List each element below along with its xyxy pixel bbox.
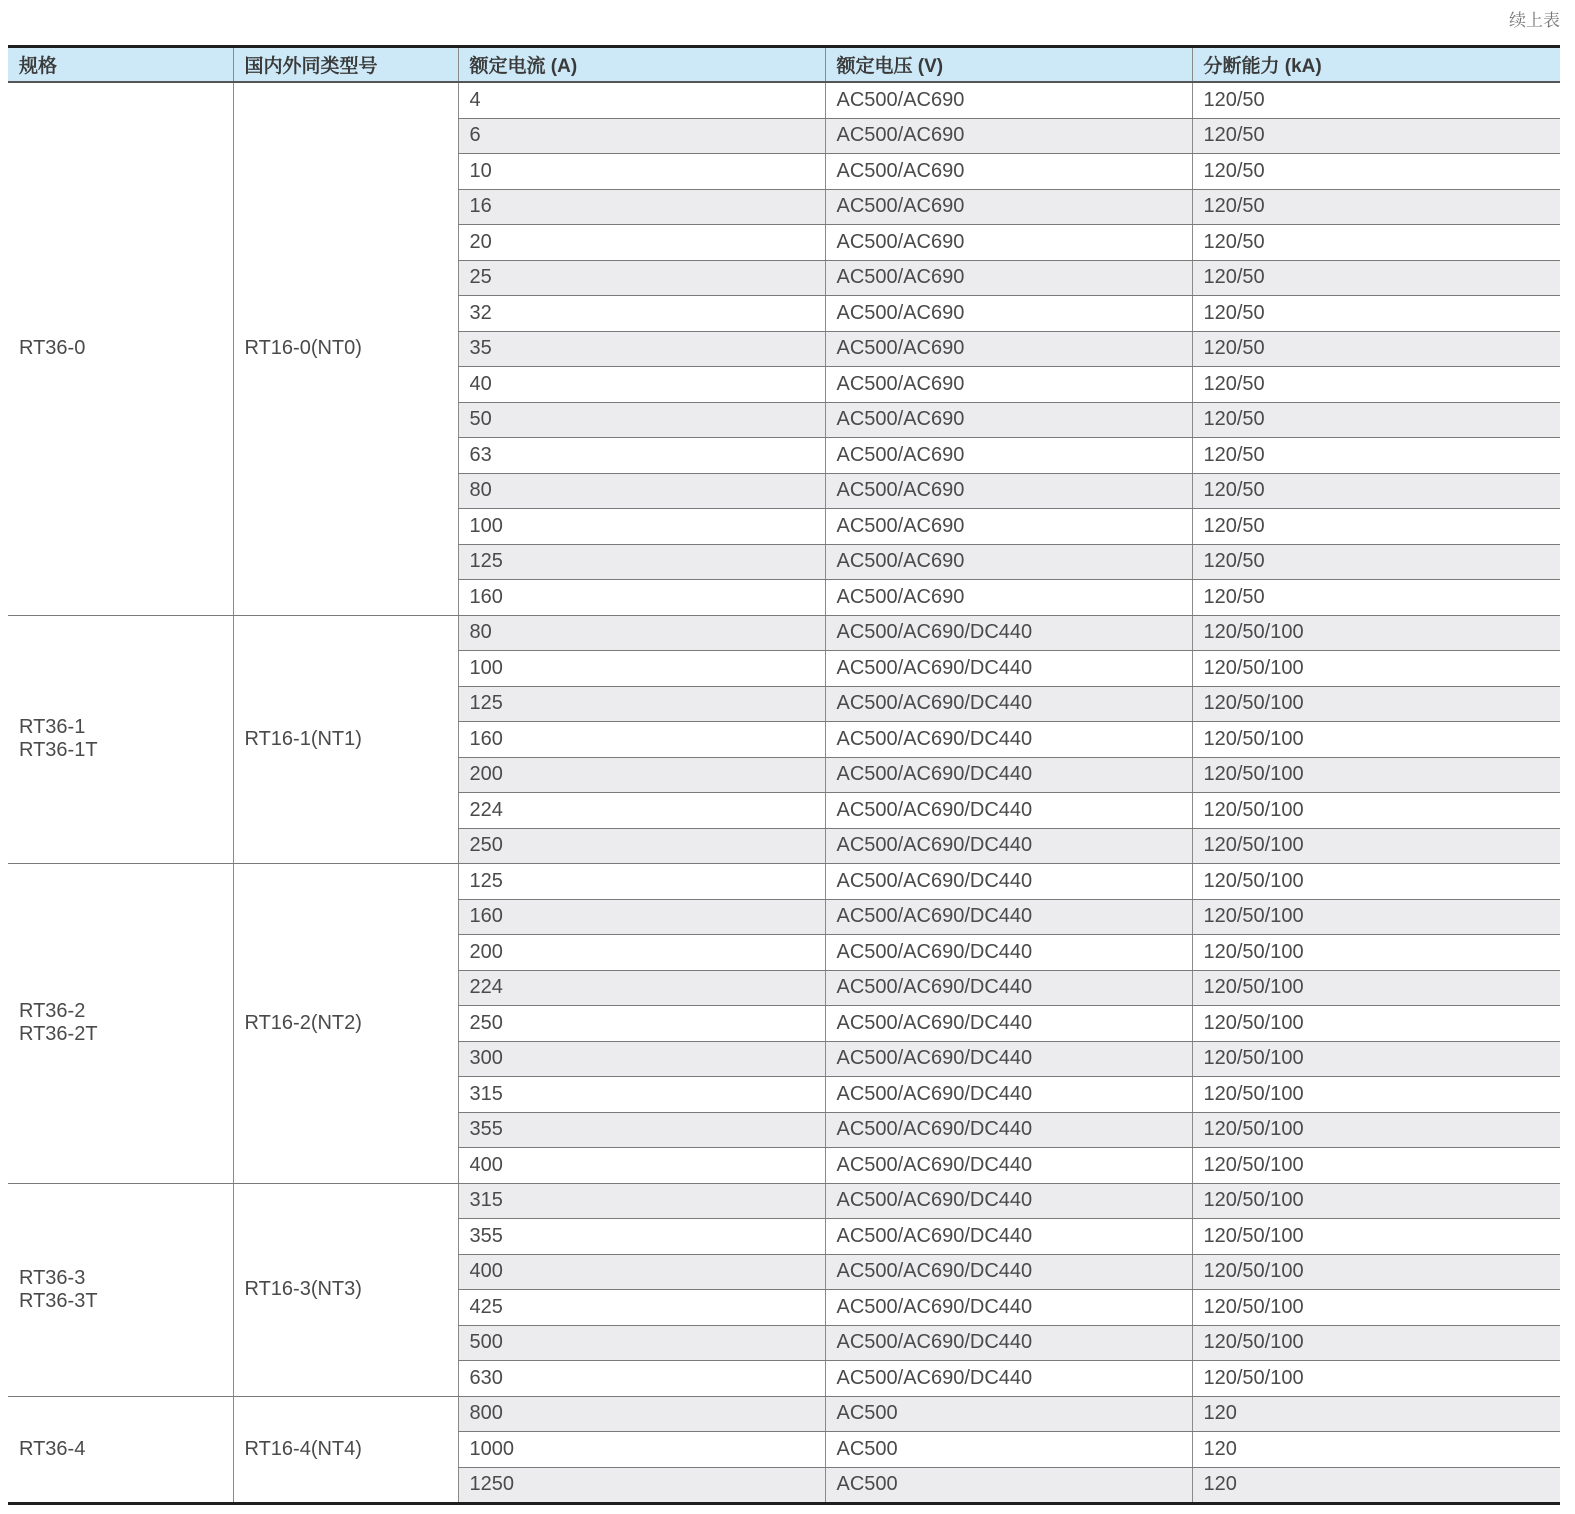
rated-voltage-cell: AC500/AC690/DC440 bbox=[825, 1183, 1192, 1219]
rated-voltage-cell: AC500/AC690/DC440 bbox=[825, 1290, 1192, 1326]
breaking-capacity-cell: 120/50/100 bbox=[1192, 899, 1560, 935]
rated-voltage-cell: AC500/AC690/DC440 bbox=[825, 828, 1192, 864]
breaking-capacity-cell: 120/50/100 bbox=[1192, 1041, 1560, 1077]
rated-voltage-cell: AC500/AC690/DC440 bbox=[825, 935, 1192, 971]
rated-current-cell: 400 bbox=[458, 1148, 825, 1184]
rated-current-cell: 35 bbox=[458, 331, 825, 367]
rated-voltage-cell: AC500/AC690/DC440 bbox=[825, 1006, 1192, 1042]
breaking-capacity-cell: 120/50/100 bbox=[1192, 1290, 1560, 1326]
rated-voltage-cell: AC500/AC690/DC440 bbox=[825, 1219, 1192, 1255]
breaking-capacity-cell: 120/50/100 bbox=[1192, 1219, 1560, 1255]
table-row bbox=[8, 82, 1560, 118]
rated-voltage-cell: AC500/AC690 bbox=[825, 118, 1192, 154]
rated-voltage-cell: AC500 bbox=[825, 1432, 1192, 1468]
equivalent-model-cell: RT16-4(NT4) bbox=[233, 1396, 458, 1504]
breaking-capacity-cell: 120/50 bbox=[1192, 296, 1560, 332]
rated-current-cell: 160 bbox=[458, 722, 825, 758]
breaking-capacity-cell: 120 bbox=[1192, 1432, 1560, 1468]
rated-current-cell: 800 bbox=[458, 1396, 825, 1432]
rated-voltage-cell: AC500/AC690/DC440 bbox=[825, 686, 1192, 722]
header-equivalent-model: 国内外同类型号 bbox=[233, 47, 458, 83]
rated-voltage-cell: AC500 bbox=[825, 1396, 1192, 1432]
rated-current-cell: 500 bbox=[458, 1325, 825, 1361]
spec-cell bbox=[8, 615, 233, 864]
spec-name: RT36-3T bbox=[19, 1289, 98, 1312]
rated-voltage-cell: AC500/AC690/DC440 bbox=[825, 615, 1192, 651]
breaking-capacity-cell: 120/50/100 bbox=[1192, 1006, 1560, 1042]
rated-current-cell: 10 bbox=[458, 154, 825, 190]
rated-current-cell: 200 bbox=[458, 935, 825, 971]
rated-current-cell: 630 bbox=[458, 1361, 825, 1397]
rated-current-cell: 25 bbox=[458, 260, 825, 296]
breaking-capacity-cell: 120/50 bbox=[1192, 260, 1560, 296]
rated-current-cell: 355 bbox=[458, 1219, 825, 1255]
breaking-capacity-cell: 120/50 bbox=[1192, 154, 1560, 190]
rated-voltage-cell: AC500/AC690/DC440 bbox=[825, 1077, 1192, 1113]
equivalent-model-cell: RT16-0(NT0) bbox=[233, 82, 458, 615]
rated-voltage-cell: AC500/AC690 bbox=[825, 260, 1192, 296]
breaking-capacity-cell: 120/50/100 bbox=[1192, 757, 1560, 793]
rated-voltage-cell: AC500/AC690 bbox=[825, 225, 1192, 261]
rated-voltage-cell: AC500/AC690/DC440 bbox=[825, 1041, 1192, 1077]
table-row bbox=[8, 1396, 1560, 1432]
rated-current-cell: 315 bbox=[458, 1183, 825, 1219]
header-rated-voltage: 额定电压 (V) bbox=[825, 47, 1192, 83]
header-rated-current: 额定电流 (A) bbox=[458, 47, 825, 83]
rated-voltage-cell: AC500/AC690/DC440 bbox=[825, 970, 1192, 1006]
rated-voltage-cell: AC500/AC690 bbox=[825, 544, 1192, 580]
spec-name: RT36-0 bbox=[19, 337, 86, 360]
spec-cell bbox=[8, 82, 233, 615]
rated-current-cell: 100 bbox=[458, 509, 825, 545]
breaking-capacity-cell: 120/50 bbox=[1192, 473, 1560, 509]
breaking-capacity-cell: 120/50 bbox=[1192, 402, 1560, 438]
rated-voltage-cell: AC500/AC690 bbox=[825, 189, 1192, 225]
rated-voltage-cell: AC500/AC690/DC440 bbox=[825, 651, 1192, 687]
spec-cell bbox=[8, 1183, 233, 1396]
rated-voltage-cell: AC500 bbox=[825, 1467, 1192, 1504]
breaking-capacity-cell: 120/50/100 bbox=[1192, 1112, 1560, 1148]
spec-name: RT36-4 bbox=[19, 1437, 86, 1460]
breaking-capacity-cell: 120/50 bbox=[1192, 509, 1560, 545]
breaking-capacity-cell: 120/50 bbox=[1192, 331, 1560, 367]
rated-current-cell: 355 bbox=[458, 1112, 825, 1148]
spec-name: RT36-2 bbox=[19, 1000, 86, 1023]
rated-voltage-cell: AC500/AC690 bbox=[825, 367, 1192, 403]
continued-label: 续上表 bbox=[1509, 11, 1560, 30]
breaking-capacity-cell: 120/50/100 bbox=[1192, 793, 1560, 829]
table-body bbox=[8, 82, 1560, 1504]
rated-current-cell: 160 bbox=[458, 580, 825, 616]
rated-voltage-cell: AC500/AC690 bbox=[825, 296, 1192, 332]
rated-current-cell: 300 bbox=[458, 1041, 825, 1077]
spec-name: RT36-1T bbox=[19, 739, 98, 762]
rated-current-cell: 125 bbox=[458, 864, 825, 900]
rated-voltage-cell: AC500/AC690 bbox=[825, 154, 1192, 190]
breaking-capacity-cell: 120/50/100 bbox=[1192, 686, 1560, 722]
rated-current-cell: 250 bbox=[458, 1006, 825, 1042]
table-row bbox=[8, 615, 1560, 651]
rated-current-cell: 425 bbox=[458, 1290, 825, 1326]
breaking-capacity-cell: 120/50/100 bbox=[1192, 1077, 1560, 1113]
breaking-capacity-cell: 120 bbox=[1192, 1467, 1560, 1504]
rated-current-cell: 224 bbox=[458, 793, 825, 829]
rated-voltage-cell: AC500/AC690/DC440 bbox=[825, 793, 1192, 829]
rated-current-cell: 400 bbox=[458, 1254, 825, 1290]
rated-current-cell: 32 bbox=[458, 296, 825, 332]
rated-voltage-cell: AC500/AC690/DC440 bbox=[825, 1361, 1192, 1397]
rated-voltage-cell: AC500/AC690/DC440 bbox=[825, 1112, 1192, 1148]
rated-voltage-cell: AC500/AC690/DC440 bbox=[825, 757, 1192, 793]
rated-voltage-cell: AC500/AC690/DC440 bbox=[825, 1254, 1192, 1290]
spec-name: RT36-2T bbox=[19, 1023, 98, 1046]
rated-current-cell: 125 bbox=[458, 686, 825, 722]
rated-current-cell: 20 bbox=[458, 225, 825, 261]
rated-voltage-cell: AC500/AC690/DC440 bbox=[825, 899, 1192, 935]
breaking-capacity-cell: 120/50/100 bbox=[1192, 1254, 1560, 1290]
rated-current-cell: 1250 bbox=[458, 1467, 825, 1504]
breaking-capacity-cell: 120/50/100 bbox=[1192, 864, 1560, 900]
breaking-capacity-cell: 120 bbox=[1192, 1396, 1560, 1432]
rated-current-cell: 250 bbox=[458, 828, 825, 864]
breaking-capacity-cell: 120/50 bbox=[1192, 118, 1560, 154]
spec-name: RT36-3 bbox=[19, 1266, 86, 1289]
rated-current-cell: 1000 bbox=[458, 1432, 825, 1468]
rated-voltage-cell: AC500/AC690/DC440 bbox=[825, 1148, 1192, 1184]
rated-voltage-cell: AC500/AC690 bbox=[825, 473, 1192, 509]
rated-current-cell: 200 bbox=[458, 757, 825, 793]
rated-current-cell: 80 bbox=[458, 473, 825, 509]
breaking-capacity-cell: 120/50 bbox=[1192, 367, 1560, 403]
equivalent-model-cell: RT16-1(NT1) bbox=[233, 615, 458, 864]
breaking-capacity-cell: 120/50/100 bbox=[1192, 722, 1560, 758]
rated-voltage-cell: AC500/AC690 bbox=[825, 331, 1192, 367]
rated-voltage-cell: AC500/AC690/DC440 bbox=[825, 1325, 1192, 1361]
rated-current-cell: 4 bbox=[458, 82, 825, 118]
rated-current-cell: 63 bbox=[458, 438, 825, 474]
rated-current-cell: 80 bbox=[458, 615, 825, 651]
equivalent-model-cell: RT16-2(NT2) bbox=[233, 864, 458, 1184]
breaking-capacity-cell: 120/50/100 bbox=[1192, 1183, 1560, 1219]
rated-voltage-cell: AC500/AC690 bbox=[825, 509, 1192, 545]
rated-current-cell: 100 bbox=[458, 651, 825, 687]
rated-voltage-cell: AC500/AC690/DC440 bbox=[825, 864, 1192, 900]
breaking-capacity-cell: 120/50/100 bbox=[1192, 1325, 1560, 1361]
breaking-capacity-cell: 120/50/100 bbox=[1192, 828, 1560, 864]
table-row bbox=[8, 1183, 1560, 1219]
rated-voltage-cell: AC500/AC690 bbox=[825, 402, 1192, 438]
rated-current-cell: 224 bbox=[458, 970, 825, 1006]
spec-cell bbox=[8, 864, 233, 1184]
spec-name: RT36-1 bbox=[19, 716, 86, 739]
rated-current-cell: 6 bbox=[458, 118, 825, 154]
rated-voltage-cell: AC500/AC690 bbox=[825, 82, 1192, 118]
rated-current-cell: 16 bbox=[458, 189, 825, 225]
fuse-spec-table bbox=[8, 45, 1560, 1505]
rated-voltage-cell: AC500/AC690 bbox=[825, 438, 1192, 474]
breaking-capacity-cell: 120/50 bbox=[1192, 189, 1560, 225]
table-row bbox=[8, 864, 1560, 900]
breaking-capacity-cell: 120/50 bbox=[1192, 544, 1560, 580]
breaking-capacity-cell: 120/50/100 bbox=[1192, 935, 1560, 971]
breaking-capacity-cell: 120/50 bbox=[1192, 82, 1560, 118]
breaking-capacity-cell: 120/50 bbox=[1192, 225, 1560, 261]
rated-current-cell: 160 bbox=[458, 899, 825, 935]
header-spec: 规格 bbox=[8, 47, 233, 83]
breaking-capacity-cell: 120/50/100 bbox=[1192, 1361, 1560, 1397]
breaking-capacity-cell: 120/50/100 bbox=[1192, 970, 1560, 1006]
spec-cell bbox=[8, 1396, 233, 1504]
header-breaking-capacity: 分断能力 (kA) bbox=[1192, 47, 1560, 83]
breaking-capacity-cell: 120/50/100 bbox=[1192, 1148, 1560, 1184]
breaking-capacity-cell: 120/50 bbox=[1192, 580, 1560, 616]
breaking-capacity-cell: 120/50 bbox=[1192, 438, 1560, 474]
equivalent-model-cell: RT16-3(NT3) bbox=[233, 1183, 458, 1396]
breaking-capacity-cell: 120/50/100 bbox=[1192, 615, 1560, 651]
table-header-row bbox=[8, 47, 1560, 83]
rated-current-cell: 125 bbox=[458, 544, 825, 580]
breaking-capacity-cell: 120/50/100 bbox=[1192, 651, 1560, 687]
rated-current-cell: 50 bbox=[458, 402, 825, 438]
rated-voltage-cell: AC500/AC690 bbox=[825, 580, 1192, 616]
rated-voltage-cell: AC500/AC690/DC440 bbox=[825, 722, 1192, 758]
rated-current-cell: 315 bbox=[458, 1077, 825, 1113]
rated-current-cell: 40 bbox=[458, 367, 825, 403]
